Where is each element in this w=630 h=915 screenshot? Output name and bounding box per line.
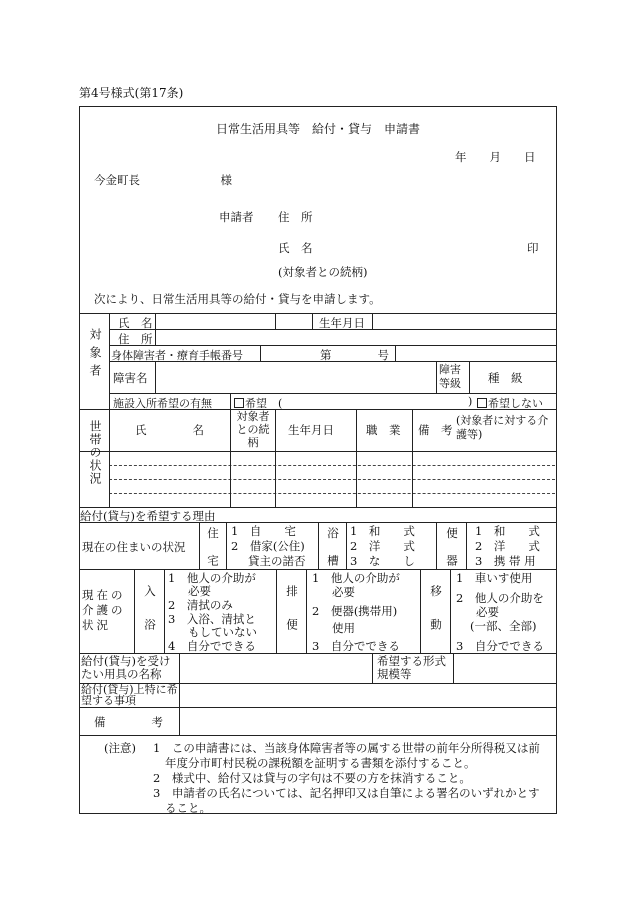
care-bath-opt-1[interactable]: 1 他人の介助が <box>168 571 256 585</box>
no-hope-checkbox[interactable] <box>477 398 487 408</box>
toilet-opt-1[interactable]: 1 和 式 <box>475 524 540 538</box>
intro-text: 次により、日常生活用具等の給付・貸与を申請します。 <box>94 292 381 306</box>
seal-mark: 印 <box>527 241 539 255</box>
bath-opt-1[interactable]: 1 和 式 <box>350 524 415 538</box>
facility-hope-option[interactable]: 希望 ( <box>234 395 282 411</box>
care-bath-opt-3b: もしていない <box>188 625 257 639</box>
note-2: 2 様式中、給付又は貸与の字句は不要の方を抹消すること。 <box>153 771 471 785</box>
form-title: 日常生活用具等 給付・貸与 申請書 <box>215 122 420 136</box>
care-excrete-opt-1[interactable]: 1 他人の介助が <box>312 571 400 585</box>
special-request-label: 給付(貸与)上特に希望する事項 <box>81 683 178 707</box>
care-excrete-opt-1b: 必要 <box>332 585 355 599</box>
subject-birthdate-label: 生年月日 <box>319 316 365 330</box>
disability-grade-label: 障害等級 <box>439 363 461 390</box>
notes-label: (注意) <box>104 741 136 755</box>
care-bath-label: 入浴 <box>143 585 157 652</box>
disability-name-label: 障害名 <box>113 371 148 385</box>
facility-no-hope-option[interactable]: 希望しない <box>477 395 543 411</box>
household-col-note2: (対象者に対する介護等) <box>456 414 549 441</box>
note-1: 1 この申請書には、当該身体障害者等の属する世帯の前年分所得税又は前 <box>153 741 540 755</box>
subject-address-label: 住 所 <box>118 332 153 346</box>
care-excrete-label: 排便 <box>285 585 299 652</box>
care-bath-opt-4[interactable]: 4 自分でできる <box>168 639 256 653</box>
care-move-opt-1[interactable]: 1 車いす使用 <box>456 571 533 585</box>
grade-suffix: 種 級 <box>488 371 523 385</box>
care-bath-opt-3[interactable]: 3 入浴、清拭と <box>168 612 256 626</box>
form-scale-label: 希望する形式規模等 <box>377 654 446 681</box>
care-bath-opt-1b: 必要 <box>188 584 211 598</box>
residence-house-label: 住宅 <box>206 527 220 582</box>
household-col-name: 氏 名 <box>135 423 204 437</box>
toilet-opt-3[interactable]: 3 携 帯 用 <box>475 554 536 568</box>
care-excrete-opt-2[interactable]: 2 便器(携帯用) <box>312 604 398 618</box>
household-col-birth: 生年月日 <box>288 423 334 437</box>
applicant-relation: (対象者との続柄) <box>278 265 368 279</box>
care-move-label: 移動 <box>429 585 443 652</box>
wished-items-label: 給付(貸与)を受けたい用具の名称 <box>81 654 171 681</box>
handbook-number-label: 身体障害者・療育手帳番号 <box>111 349 243 362</box>
house-opt-2[interactable]: 2 借家(公住) <box>231 539 305 553</box>
household-col-note: 備 考 <box>418 423 453 437</box>
note-3b: ること。 <box>165 801 211 815</box>
care-excrete-opt-2b: 使用 <box>332 621 355 635</box>
applicant-name-label: 氏 名 <box>278 241 313 255</box>
remarks-label: 備 考 <box>94 715 163 729</box>
applicant-label: 申請者 <box>219 210 254 224</box>
note-1b: 年度分市町村民税の課税額を証明する書類を添付すること。 <box>165 756 476 770</box>
date-line[interactable]: 年 月 日 <box>455 150 536 164</box>
care-excrete-opt-3[interactable]: 3 自分でできる <box>312 639 400 653</box>
residence-label: 現在の住まいの状況 <box>82 540 186 554</box>
handbook-number-field[interactable]: 第 号 <box>320 348 389 362</box>
care-move-opt-2[interactable]: 2 他人の介助を <box>456 591 544 605</box>
house-opt-3[interactable]: 貸主の諾否 <box>248 554 306 568</box>
care-move-opt-3[interactable]: 3 自分でできる <box>456 639 544 653</box>
form-number: 第4号様式(第17条) <box>79 86 184 100</box>
subject-section-label: 対象者 <box>88 328 102 382</box>
care-move-opt-2c: (一部、全部) <box>470 619 537 633</box>
note-3: 3 申請者の氏名については、記名押印又は自筆による署名のいずれかとす <box>153 786 540 800</box>
care-move-opt-2b: 必要 <box>476 605 499 619</box>
household-col-job: 職 業 <box>366 423 401 437</box>
household-section-label: 世帯の状況 <box>88 420 102 485</box>
facility-label: 施設入所希望の有無 <box>113 397 212 410</box>
household-col-relation: 対象者との続柄 <box>236 410 270 449</box>
bath-opt-3[interactable]: 3 な し <box>350 554 415 568</box>
facility-hope-close: ) <box>468 395 473 408</box>
hope-checkbox[interactable] <box>234 398 244 408</box>
addressee: 今金町長 様 <box>94 173 232 187</box>
care-label: 現在の介護の状況 <box>82 588 126 632</box>
care-bath-opt-2[interactable]: 2 清拭のみ <box>168 598 233 612</box>
residence-bath-label: 浴槽 <box>326 527 340 582</box>
subject-name-label: 氏 名 <box>118 316 153 330</box>
toilet-opt-2[interactable]: 2 洋 式 <box>475 539 540 553</box>
bath-opt-2[interactable]: 2 洋 式 <box>350 539 415 553</box>
residence-toilet-label: 便器 <box>445 527 459 582</box>
house-opt-1[interactable]: 1 自 宅 <box>231 524 296 538</box>
applicant-address-label: 住 所 <box>278 210 313 224</box>
reason-header: 給付(貸与)を希望する理由 <box>80 509 216 523</box>
